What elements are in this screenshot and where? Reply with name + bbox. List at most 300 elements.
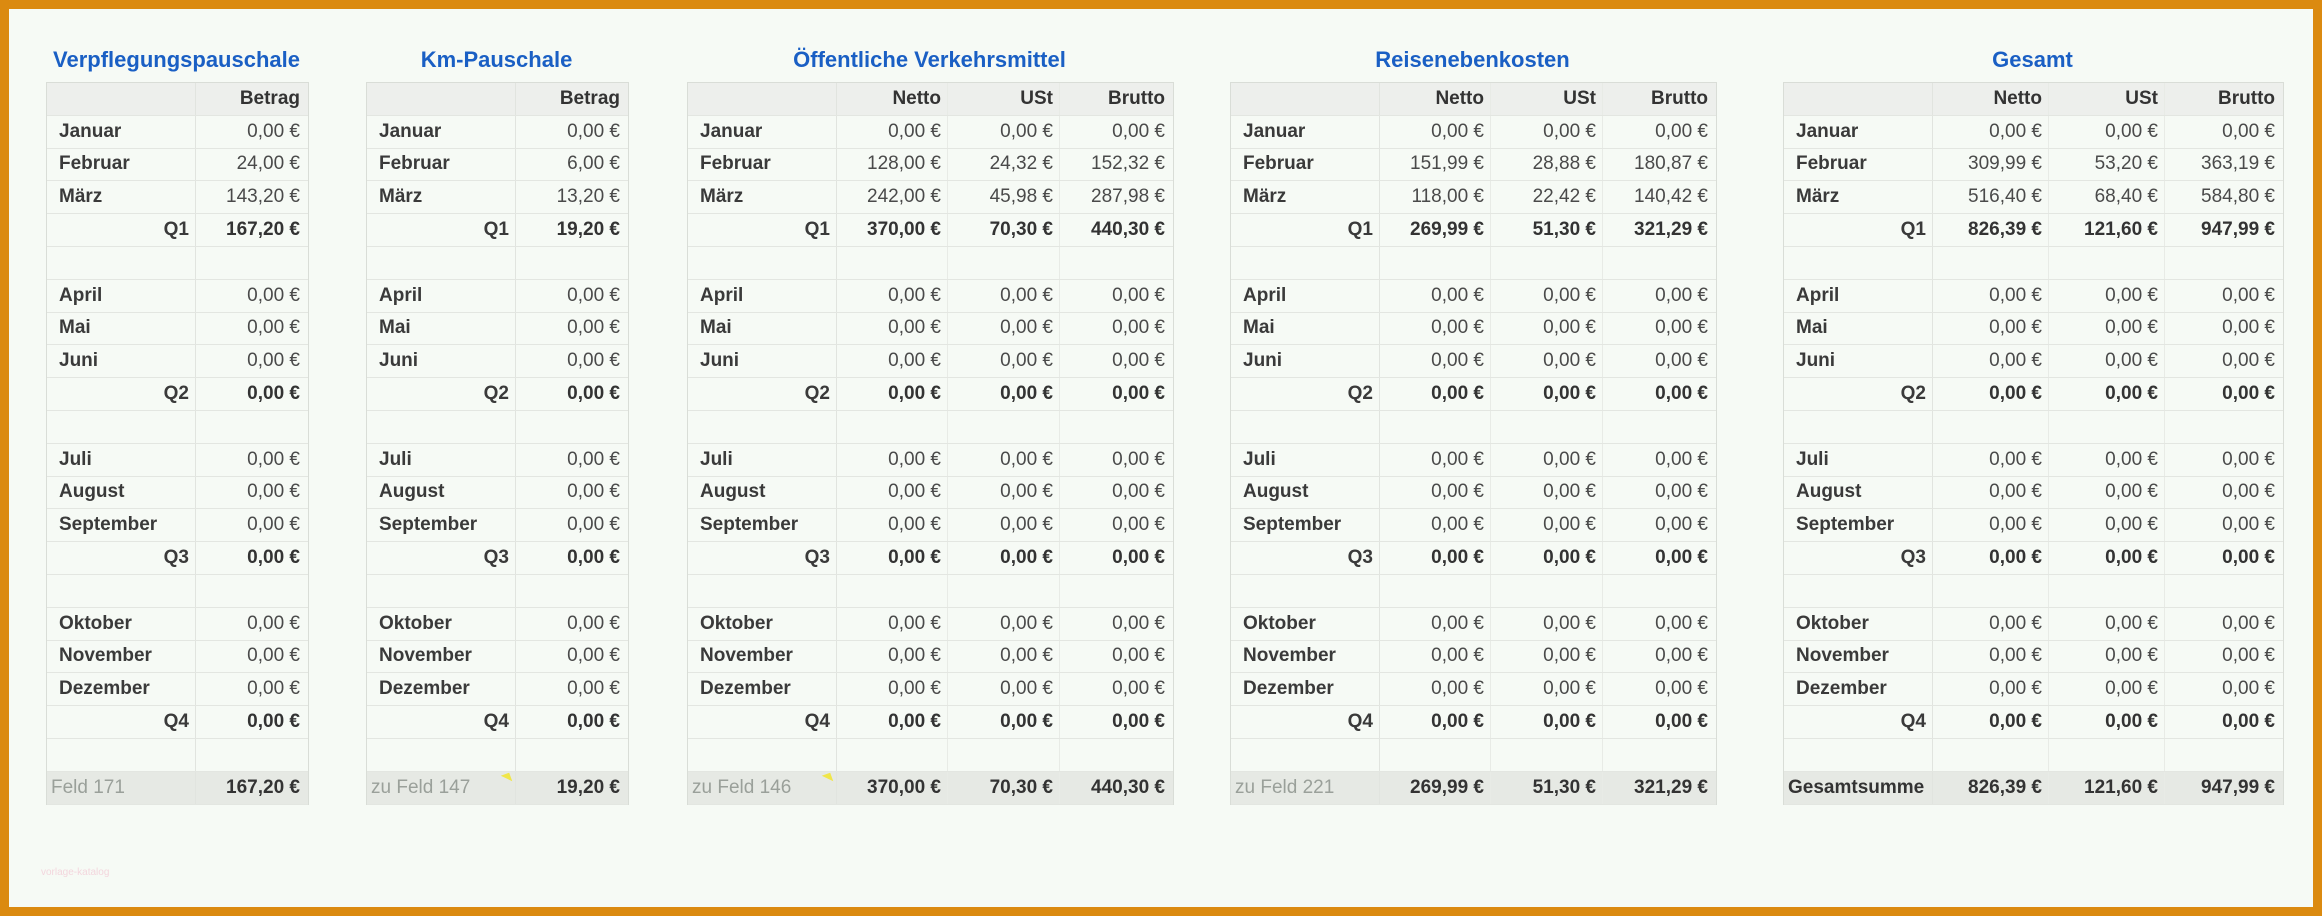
table-footer-row — [1784, 772, 2283, 805]
spacer-cell — [2165, 575, 2281, 607]
spacer-cell — [1380, 739, 1491, 771]
quarter-total-cell[interactable]: 0,00 € — [837, 378, 948, 410]
spacer-label — [1231, 247, 1380, 279]
quarter-label: Q1 — [47, 214, 196, 246]
value-cell[interactable]: 0,00 € — [837, 641, 948, 673]
quarter-total-cell[interactable]: 0,00 € — [2049, 706, 2165, 738]
table-grid — [1783, 82, 2284, 805]
month-row — [1231, 280, 1716, 313]
quarter-total-cell[interactable]: 0,00 € — [1380, 378, 1491, 410]
value-cell[interactable]: 0,00 € — [567, 448, 620, 470]
value-cell[interactable]: 22,42 € — [1491, 181, 1603, 213]
value-cell[interactable]: 118,00 € — [1380, 181, 1491, 213]
quarter-total-cell[interactable]: 0,00 € — [2222, 711, 2275, 733]
value-cell[interactable]: 0,00 € — [247, 284, 300, 306]
value-cell[interactable]: 0,00 € — [247, 120, 300, 142]
quarter-total-cell[interactable]: 0,00 € — [1491, 706, 1603, 738]
month-row — [367, 345, 628, 378]
value-cell[interactable]: 0,00 € — [948, 313, 1060, 345]
value-cell[interactable]: 0,00 € — [1112, 120, 1165, 142]
quarter-total-cell[interactable]: 440,30 € — [1091, 219, 1165, 241]
quarter-total-cell[interactable]: 0,00 € — [1491, 378, 1603, 410]
value-cell[interactable]: 0,00 € — [1491, 509, 1603, 541]
month-label: Dezember — [688, 673, 837, 705]
quarter-total-cell[interactable]: 121,60 € — [2049, 214, 2165, 246]
spacer-row — [47, 575, 308, 608]
value-cell[interactable]: 0,00 € — [1380, 673, 1491, 705]
value-cell[interactable]: 0,00 € — [247, 317, 300, 339]
spacer-cell — [196, 411, 306, 443]
value-cell[interactable]: 143,20 € — [226, 186, 300, 208]
value-cell[interactable]: 180,87 € — [1634, 153, 1708, 175]
value-cell[interactable]: 0,00 € — [2222, 284, 2275, 306]
value-cell[interactable]: 0,00 € — [948, 509, 1060, 541]
table-grid — [46, 82, 309, 805]
footer-total-cell[interactable]: 70,30 € — [948, 772, 1060, 804]
value-cell[interactable]: 0,00 € — [1933, 641, 2049, 673]
spacer-row — [688, 739, 1173, 772]
month-label: Juli — [1231, 444, 1380, 476]
month-row — [367, 509, 628, 542]
footer-total-cell[interactable]: 269,99 € — [1380, 772, 1491, 804]
value-cell[interactable]: 242,00 € — [837, 181, 948, 213]
value-cell[interactable]: 584,80 € — [2201, 186, 2275, 208]
month-label: Oktober — [1784, 608, 1933, 640]
value-cell[interactable]: 0,00 € — [837, 345, 948, 377]
footer-label — [688, 772, 837, 804]
value-cell[interactable]: 0,00 € — [837, 608, 948, 640]
spacer-label — [688, 247, 837, 279]
value-cell[interactable]: 0,00 € — [1491, 477, 1603, 509]
value-cell[interactable]: 152,32 € — [1091, 153, 1165, 175]
value-cell[interactable]: 0,00 € — [2049, 444, 2165, 476]
month-row — [367, 181, 628, 214]
month-row — [1231, 149, 1716, 182]
month-row — [1231, 641, 1716, 674]
value-cell[interactable]: 0,00 € — [1655, 284, 1708, 306]
value-cell[interactable]: 0,00 € — [247, 448, 300, 470]
value-cell[interactable]: 0,00 € — [567, 120, 620, 142]
quarter-total-cell[interactable]: 321,29 € — [1634, 219, 1708, 241]
value-cell[interactable]: 287,98 € — [1091, 186, 1165, 208]
quarter-total-cell[interactable]: 0,00 € — [1655, 711, 1708, 733]
value-cell[interactable]: 0,00 € — [2222, 350, 2275, 372]
value-cell[interactable]: 0,00 € — [567, 284, 620, 306]
quarter-total-cell[interactable]: 947,99 € — [2201, 219, 2275, 241]
month-row — [47, 280, 308, 313]
column-header: Betrag — [239, 87, 300, 109]
month-row — [367, 116, 628, 149]
spacer-label — [688, 575, 837, 607]
month-row — [367, 608, 628, 641]
month-row — [47, 477, 308, 510]
comment-marker-icon[interactable] — [501, 772, 513, 784]
spacer-row — [47, 411, 308, 444]
spacer-row — [1231, 411, 1716, 444]
quarter-total-cell[interactable]: 0,00 € — [1933, 378, 2049, 410]
month-row — [688, 313, 1173, 346]
value-cell[interactable]: 0,00 € — [2222, 481, 2275, 503]
quarter-total-cell[interactable]: 370,00 € — [837, 214, 948, 246]
month-label: April — [1784, 280, 1933, 312]
quarter-total-cell[interactable]: 0,00 € — [1380, 542, 1491, 574]
value-cell[interactable]: 0,00 € — [567, 678, 620, 700]
month-row — [688, 444, 1173, 477]
quarter-total-cell[interactable]: 0,00 € — [247, 711, 300, 733]
month-row — [1231, 673, 1716, 706]
value-cell[interactable]: 13,20 € — [556, 186, 620, 208]
quarter-total-row — [367, 706, 628, 739]
value-cell[interactable]: 24,32 € — [948, 149, 1060, 181]
footer-total-cell[interactable]: 321,29 € — [1634, 776, 1708, 798]
table-block — [1230, 9, 1715, 907]
footer-total-cell[interactable]: 167,20 € — [226, 776, 300, 798]
month-row — [1231, 181, 1716, 214]
value-cell[interactable]: 0,00 € — [1112, 481, 1165, 503]
value-cell[interactable]: 128,00 € — [837, 149, 948, 181]
value-cell[interactable]: 0,00 € — [1491, 673, 1603, 705]
value-cell[interactable]: 0,00 € — [1933, 116, 2049, 148]
month-row — [1231, 608, 1716, 641]
value-cell[interactable]: 68,40 € — [2049, 181, 2165, 213]
value-cell[interactable]: 0,00 € — [247, 481, 300, 503]
spacer-cell — [1603, 411, 1714, 443]
value-cell[interactable]: 0,00 € — [837, 116, 948, 148]
quarter-total-row — [1784, 542, 2283, 575]
value-cell[interactable]: 0,00 € — [948, 280, 1060, 312]
value-cell[interactable]: 0,00 € — [1491, 608, 1603, 640]
month-row — [688, 280, 1173, 313]
spacer-row — [47, 739, 308, 772]
table-grid — [687, 82, 1174, 805]
value-cell[interactable]: 0,00 € — [1380, 444, 1491, 476]
value-cell[interactable]: 0,00 € — [2049, 509, 2165, 541]
value-cell[interactable]: 0,00 € — [567, 514, 620, 536]
quarter-total-row — [1231, 706, 1716, 739]
footer-label-text: Feld 171 — [51, 776, 125, 798]
month-label: November — [1784, 641, 1933, 673]
value-cell[interactable]: 0,00 € — [567, 612, 620, 634]
value-cell[interactable]: 0,00 € — [2222, 612, 2275, 634]
value-cell[interactable]: 0,00 € — [1112, 612, 1165, 634]
spacer-cell — [1060, 411, 1171, 443]
value-cell[interactable]: 0,00 € — [2222, 678, 2275, 700]
value-cell[interactable]: 0,00 € — [837, 280, 948, 312]
footer-total-cell[interactable]: 51,30 € — [1491, 772, 1603, 804]
value-cell[interactable]: 0,00 € — [948, 116, 1060, 148]
value-cell[interactable]: 0,00 € — [247, 612, 300, 634]
quarter-total-row — [1784, 706, 2283, 739]
spacer-cell — [948, 247, 1060, 279]
spacer-row — [1231, 739, 1716, 772]
footer-total-cell[interactable]: 121,60 € — [2049, 772, 2165, 804]
header-label-cell — [367, 83, 516, 115]
month-label: Dezember — [367, 673, 516, 705]
quarter-label: Q1 — [1231, 214, 1380, 246]
value-cell[interactable]: 0,00 € — [1491, 444, 1603, 476]
quarter-total-cell[interactable]: 0,00 € — [247, 547, 300, 569]
value-cell[interactable]: 0,00 € — [1655, 514, 1708, 536]
value-cell[interactable]: 0,00 € — [247, 350, 300, 372]
value-cell[interactable]: 0,00 € — [567, 317, 620, 339]
value-cell[interactable]: 0,00 € — [1380, 116, 1491, 148]
quarter-total-cell[interactable]: 0,00 € — [1655, 547, 1708, 569]
value-cell[interactable]: 45,98 € — [948, 181, 1060, 213]
value-cell[interactable]: 309,99 € — [1933, 149, 2049, 181]
quarter-total-cell[interactable]: 0,00 € — [1380, 706, 1491, 738]
value-cell[interactable]: 0,00 € — [1655, 317, 1708, 339]
value-cell[interactable]: 516,40 € — [1933, 181, 2049, 213]
value-cell[interactable]: 0,00 € — [1112, 645, 1165, 667]
value-cell[interactable]: 0,00 € — [567, 481, 620, 503]
spacer-cell — [837, 411, 948, 443]
value-cell[interactable]: 0,00 € — [1655, 120, 1708, 142]
value-cell[interactable]: 0,00 € — [1491, 345, 1603, 377]
value-cell[interactable]: 0,00 € — [1933, 345, 2049, 377]
quarter-total-cell[interactable]: 0,00 € — [1112, 547, 1165, 569]
value-cell[interactable]: 0,00 € — [2049, 313, 2165, 345]
month-label: November — [367, 641, 516, 673]
quarter-total-cell[interactable]: 0,00 € — [837, 706, 948, 738]
month-label: Mai — [688, 313, 837, 345]
value-cell[interactable]: 0,00 € — [948, 673, 1060, 705]
spacer-cell — [1491, 575, 1603, 607]
spacer-label — [367, 575, 516, 607]
value-cell[interactable]: 0,00 € — [1933, 608, 2049, 640]
spacer-cell — [2049, 247, 2165, 279]
value-cell[interactable]: 24,00 € — [236, 153, 300, 175]
table-title: Gesamt — [1992, 47, 2073, 72]
spacer-label — [47, 411, 196, 443]
table-title: Öffentliche Verkehrsmittel — [793, 47, 1066, 72]
value-cell[interactable]: 0,00 € — [1112, 317, 1165, 339]
month-row — [1231, 345, 1716, 378]
value-cell[interactable]: 0,00 € — [1380, 509, 1491, 541]
value-cell[interactable]: 0,00 € — [1933, 444, 2049, 476]
column-header: USt — [2049, 83, 2165, 115]
value-cell[interactable]: 0,00 € — [1380, 641, 1491, 673]
value-cell[interactable]: 0,00 € — [2049, 116, 2165, 148]
value-cell[interactable]: 0,00 € — [837, 444, 948, 476]
value-cell[interactable]: 0,00 € — [1112, 514, 1165, 536]
month-label: April — [688, 280, 837, 312]
month-row — [688, 641, 1173, 674]
quarter-total-row — [688, 378, 1173, 411]
quarter-total-cell[interactable]: 70,30 € — [948, 214, 1060, 246]
value-cell[interactable]: 0,00 € — [948, 345, 1060, 377]
month-label: August — [688, 477, 837, 509]
footer-total-cell[interactable]: 19,20 € — [556, 776, 620, 798]
value-cell[interactable]: 0,00 € — [1655, 481, 1708, 503]
spreadsheet-canvas — [9, 9, 2313, 907]
spacer-cell — [1933, 739, 2049, 771]
value-cell[interactable]: 0,00 € — [1112, 678, 1165, 700]
value-cell[interactable]: 0,00 € — [2049, 345, 2165, 377]
quarter-total-cell[interactable]: 0,00 € — [948, 378, 1060, 410]
month-row — [367, 149, 628, 182]
value-cell[interactable]: 0,00 € — [1491, 313, 1603, 345]
table-header-row — [47, 83, 308, 116]
value-cell[interactable]: 0,00 € — [948, 444, 1060, 476]
footer-label — [1784, 772, 1933, 804]
month-label: Mai — [47, 313, 196, 345]
value-cell[interactable]: 0,00 € — [567, 645, 620, 667]
footer-total-cell[interactable]: 370,00 € — [837, 772, 948, 804]
footer-total-cell[interactable]: 947,99 € — [2201, 776, 2275, 798]
column-header: Netto — [837, 83, 948, 115]
value-cell[interactable]: 0,00 € — [1112, 350, 1165, 372]
spacer-cell — [948, 411, 1060, 443]
value-cell[interactable]: 0,00 € — [837, 313, 948, 345]
value-cell[interactable]: 0,00 € — [1380, 313, 1491, 345]
spacer-cell — [2165, 739, 2281, 771]
value-cell[interactable]: 0,00 € — [1933, 477, 2049, 509]
value-cell[interactable]: 0,00 € — [2222, 317, 2275, 339]
value-cell[interactable]: 0,00 € — [837, 673, 948, 705]
spacer-label — [367, 739, 516, 771]
table-block — [1783, 9, 2282, 907]
value-cell[interactable]: 0,00 € — [247, 678, 300, 700]
month-label: April — [47, 280, 196, 312]
value-cell[interactable]: 0,00 € — [2222, 514, 2275, 536]
quarter-total-cell[interactable]: 0,00 € — [1655, 383, 1708, 405]
value-cell[interactable]: 0,00 € — [1491, 280, 1603, 312]
table-header-row — [1784, 83, 2283, 116]
footer-label-text: Gesamtsumme — [1788, 776, 1925, 798]
footer-total-cell[interactable]: 440,30 € — [1091, 776, 1165, 798]
quarter-total-cell[interactable]: 19,20 € — [556, 219, 620, 241]
value-cell[interactable]: 0,00 € — [2222, 120, 2275, 142]
value-cell[interactable]: 0,00 € — [1380, 280, 1491, 312]
table-title: Verpflegungspauschale — [53, 47, 300, 72]
comment-marker-icon[interactable] — [822, 772, 834, 784]
quarter-total-cell[interactable]: 0,00 € — [1112, 711, 1165, 733]
column-header: USt — [1491, 83, 1603, 115]
quarter-total-cell[interactable]: 0,00 € — [1491, 542, 1603, 574]
value-cell[interactable]: 363,19 € — [2201, 153, 2275, 175]
value-cell[interactable]: 0,00 € — [1491, 641, 1603, 673]
quarter-total-cell[interactable]: 0,00 € — [948, 542, 1060, 574]
quarter-total-cell[interactable]: 0,00 € — [2049, 378, 2165, 410]
footer-total-cell[interactable]: 826,39 € — [1933, 772, 2049, 804]
value-cell[interactable]: 0,00 € — [1655, 678, 1708, 700]
value-cell[interactable]: 28,88 € — [1491, 149, 1603, 181]
table-grid — [1230, 82, 1717, 805]
quarter-label: Q2 — [688, 378, 837, 410]
value-cell[interactable]: 0,00 € — [1655, 645, 1708, 667]
value-cell[interactable]: 140,42 € — [1634, 186, 1708, 208]
quarter-total-cell[interactable]: 51,30 € — [1491, 214, 1603, 246]
quarter-label: Q3 — [367, 542, 516, 574]
value-cell[interactable]: 0,00 € — [1380, 608, 1491, 640]
value-cell[interactable]: 0,00 € — [948, 477, 1060, 509]
month-row — [47, 313, 308, 346]
spacer-row — [1784, 411, 2283, 444]
month-row — [1784, 509, 2283, 542]
month-label: Juli — [367, 444, 516, 476]
value-cell[interactable]: 0,00 € — [1112, 284, 1165, 306]
value-cell[interactable]: 0,00 € — [837, 509, 948, 541]
value-cell[interactable]: 0,00 € — [567, 350, 620, 372]
month-row — [367, 313, 628, 346]
month-label: Juni — [688, 345, 837, 377]
value-cell[interactable]: 0,00 € — [1933, 313, 2049, 345]
month-label: Dezember — [1784, 673, 1933, 705]
quarter-total-cell[interactable]: 0,00 € — [567, 711, 620, 733]
value-cell[interactable]: 0,00 € — [2049, 608, 2165, 640]
quarter-label: Q4 — [1784, 706, 1933, 738]
value-cell[interactable]: 0,00 € — [837, 477, 948, 509]
spacer-cell — [1491, 411, 1603, 443]
value-cell[interactable]: 0,00 € — [2049, 641, 2165, 673]
value-cell[interactable]: 0,00 € — [1933, 509, 2049, 541]
value-cell[interactable]: 0,00 € — [948, 608, 1060, 640]
quarter-total-row — [367, 378, 628, 411]
quarter-total-cell[interactable]: 0,00 € — [567, 547, 620, 569]
value-cell[interactable]: 0,00 € — [1933, 673, 2049, 705]
month-label: August — [47, 477, 196, 509]
value-cell[interactable]: 0,00 € — [1112, 448, 1165, 470]
quarter-label: Q2 — [1784, 378, 1933, 410]
value-cell[interactable]: 0,00 € — [1655, 350, 1708, 372]
value-cell[interactable]: 151,99 € — [1380, 149, 1491, 181]
spacer-cell — [2165, 247, 2281, 279]
month-row — [367, 477, 628, 510]
quarter-total-cell[interactable]: 0,00 € — [1933, 706, 2049, 738]
month-label: September — [1784, 509, 1933, 541]
spacer-cell — [1933, 575, 2049, 607]
value-cell[interactable]: 0,00 € — [2222, 645, 2275, 667]
quarter-total-cell[interactable]: 0,00 € — [1112, 383, 1165, 405]
quarter-total-cell[interactable]: 0,00 € — [1933, 542, 2049, 574]
quarter-total-cell[interactable]: 0,00 € — [2222, 383, 2275, 405]
quarter-total-cell[interactable]: 269,99 € — [1380, 214, 1491, 246]
value-cell[interactable]: 6,00 € — [567, 153, 620, 175]
quarter-total-cell[interactable]: 0,00 € — [247, 383, 300, 405]
value-cell[interactable]: 0,00 € — [1380, 477, 1491, 509]
value-cell[interactable]: 0,00 € — [1491, 116, 1603, 148]
value-cell[interactable]: 0,00 € — [1380, 345, 1491, 377]
value-cell[interactable]: 0,00 € — [1933, 280, 2049, 312]
quarter-total-row — [367, 214, 628, 247]
value-cell[interactable]: 0,00 € — [2049, 477, 2165, 509]
month-row — [1784, 149, 2283, 182]
spacer-label — [367, 411, 516, 443]
quarter-total-cell[interactable]: 0,00 € — [567, 383, 620, 405]
value-cell[interactable]: 0,00 € — [1655, 612, 1708, 634]
quarter-total-cell[interactable]: 826,39 € — [1933, 214, 2049, 246]
quarter-label: Q1 — [688, 214, 837, 246]
column-header: Brutto — [1108, 87, 1165, 109]
value-cell[interactable]: 0,00 € — [2222, 448, 2275, 470]
quarter-total-cell[interactable]: 167,20 € — [226, 219, 300, 241]
quarter-total-cell[interactable]: 0,00 € — [2049, 542, 2165, 574]
value-cell[interactable]: 0,00 € — [247, 514, 300, 536]
spacer-row — [367, 411, 628, 444]
value-cell[interactable]: 0,00 € — [1655, 448, 1708, 470]
month-label: Januar — [47, 116, 196, 148]
value-cell[interactable]: 0,00 € — [2049, 280, 2165, 312]
value-cell[interactable]: 0,00 € — [948, 641, 1060, 673]
quarter-total-cell[interactable]: 0,00 € — [837, 542, 948, 574]
month-row — [367, 641, 628, 674]
quarter-total-cell[interactable]: 0,00 € — [2222, 547, 2275, 569]
value-cell[interactable]: 0,00 € — [2049, 673, 2165, 705]
value-cell[interactable]: 53,20 € — [2049, 149, 2165, 181]
quarter-label: Q1 — [367, 214, 516, 246]
value-cell[interactable]: 0,00 € — [247, 645, 300, 667]
quarter-total-cell[interactable]: 0,00 € — [948, 706, 1060, 738]
